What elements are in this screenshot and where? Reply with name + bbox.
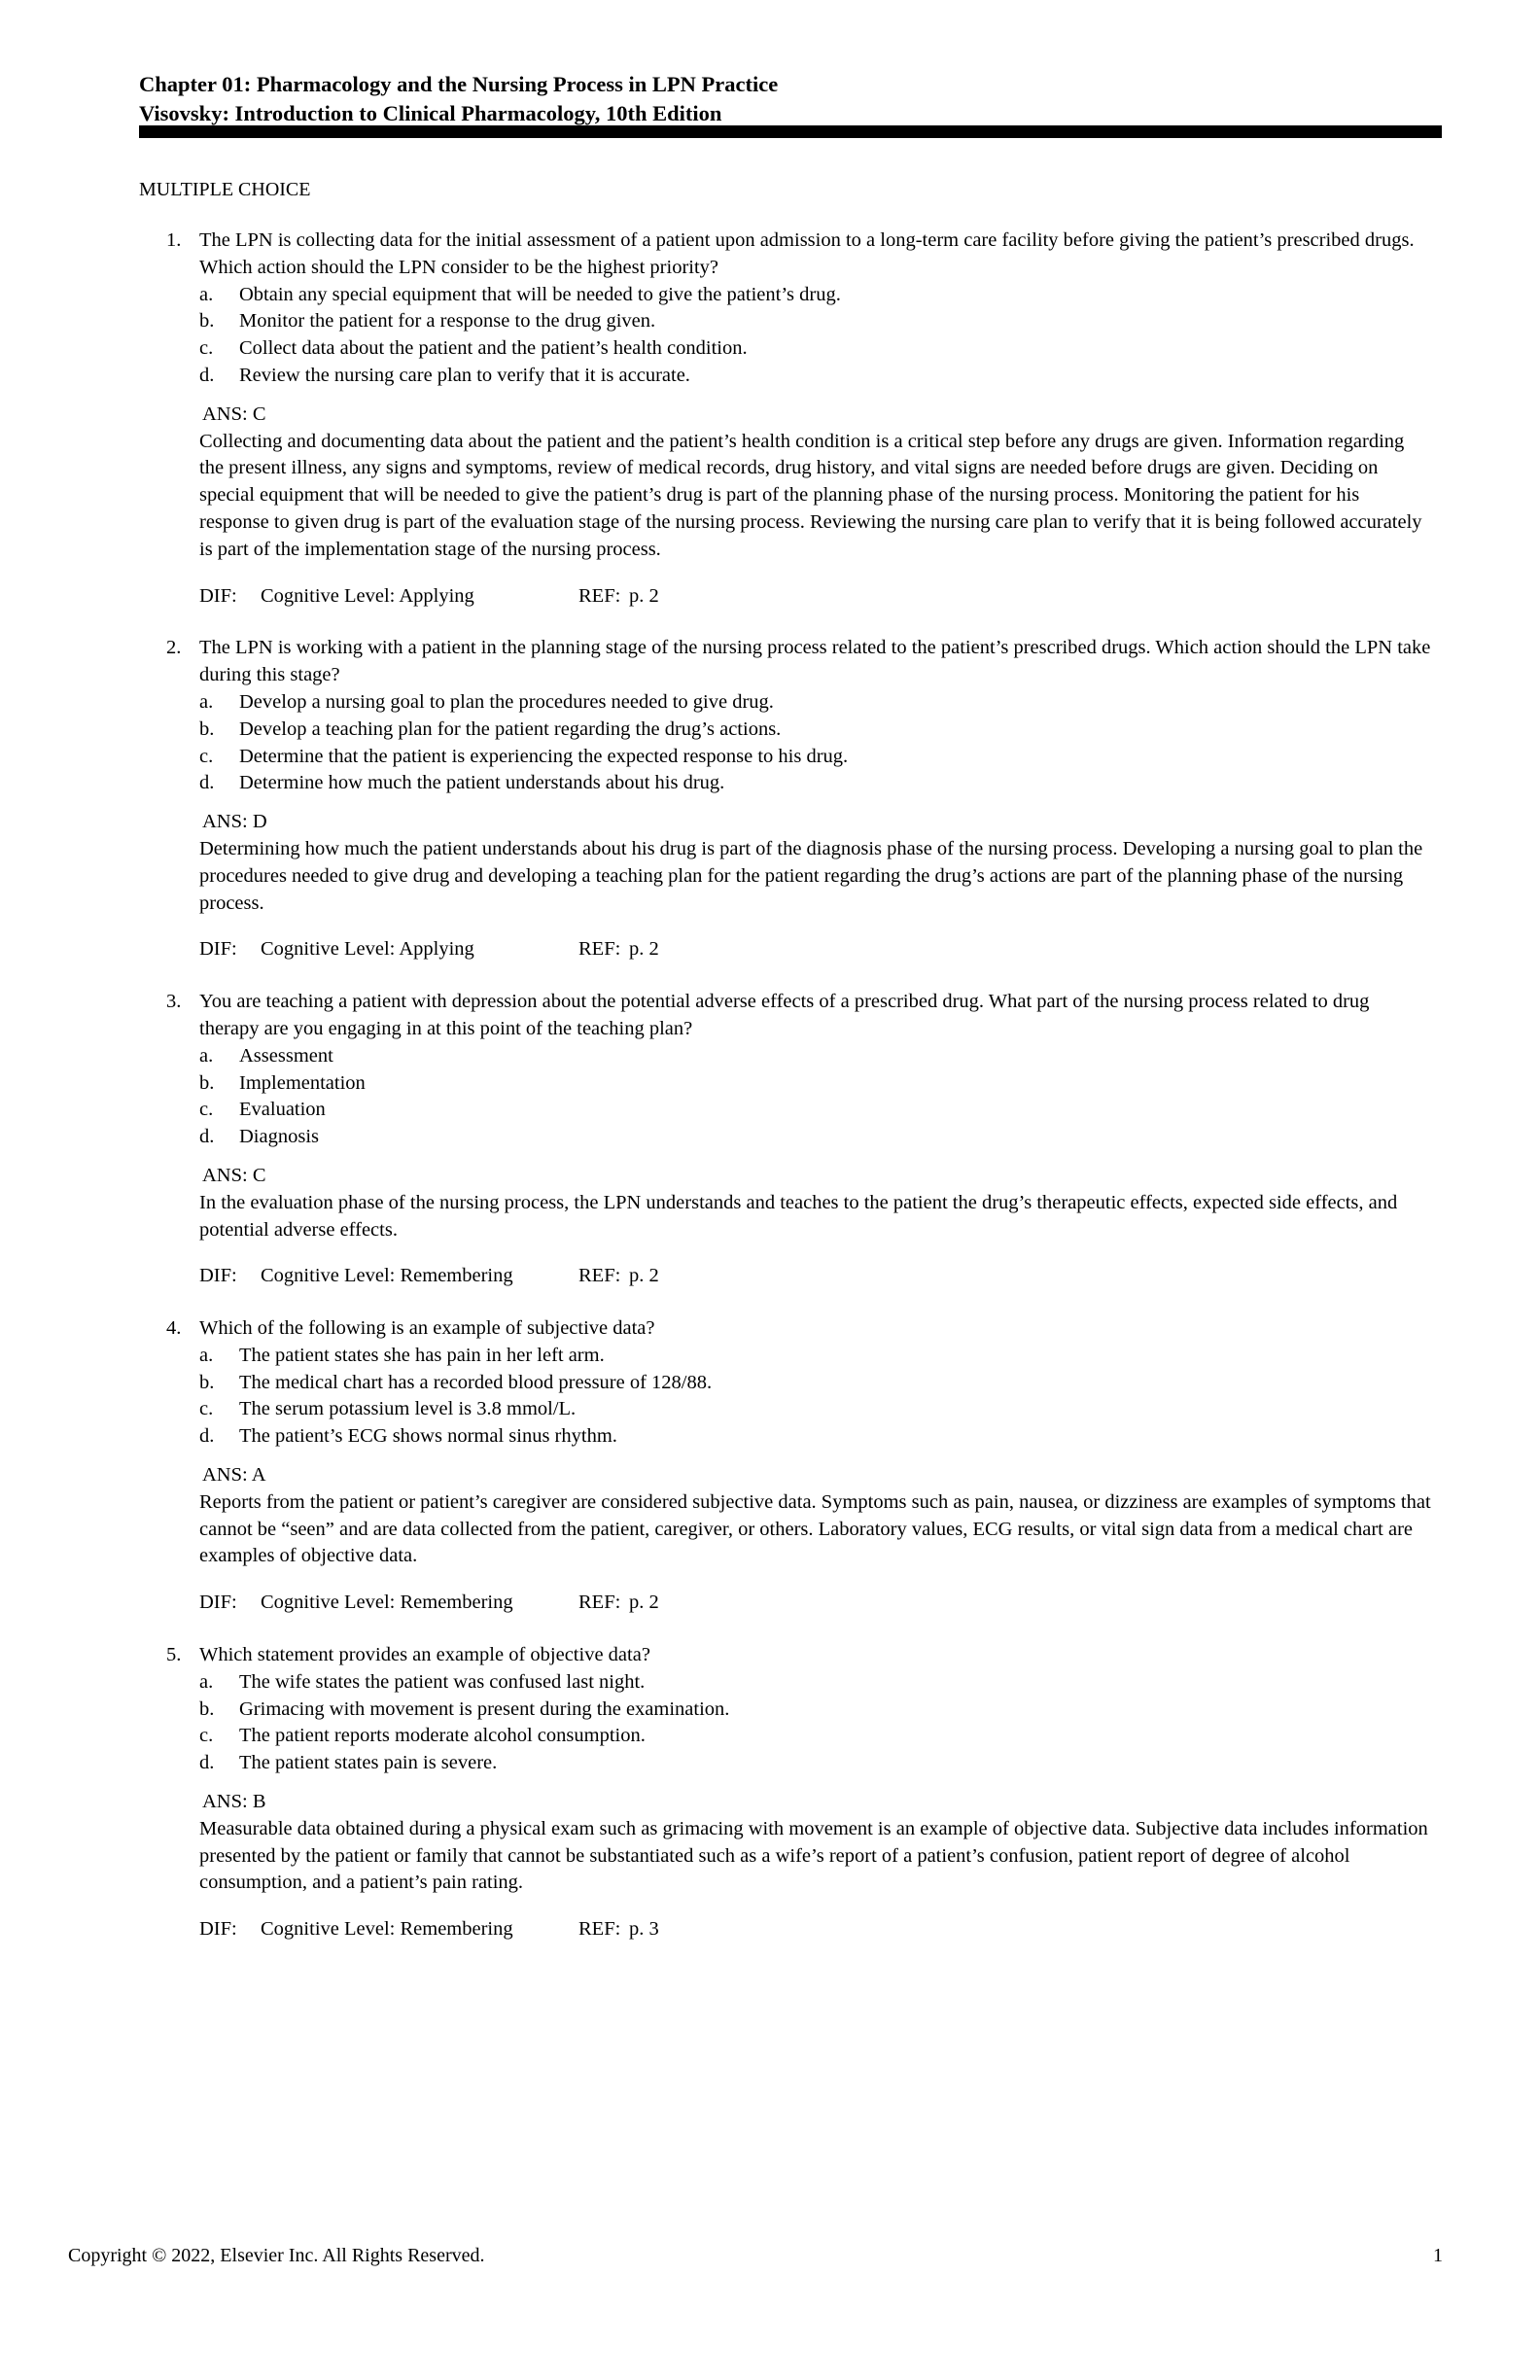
ref-label: REF: — [578, 584, 621, 607]
option-text: The patient’s ECG shows normal sinus rhythm. — [239, 1425, 617, 1448]
option-text: Determine how much the patient understands about his drug. — [239, 772, 725, 794]
answer-option — [199, 1669, 1432, 1697]
option-text: Develop a teaching plan for the patient regarding the drug’s actions. — [239, 718, 782, 740]
rationale: Collecting and documenting data about the patient and the patient’s health condition is a critical step before any drugs are given. Information regarding the present illness, any signs and symptoms, review of medical records, drug history, and vital signs are needed before drugs are given. Deciding on special equipment that will be needed to give the patient’s drug is part of the planning phase of the nursing process. Monitoring the patient for his response to given drug is part of the evaluation stage of the nursing process. Reviewing the nursing care plan to verify that it is being followed accurately is part of the implementation stage of the nursing process. — [199, 430, 1422, 560]
option-label: b. — [199, 1071, 215, 1094]
answer-option — [199, 308, 1432, 335]
option-label: b. — [199, 718, 215, 740]
header-rule — [139, 125, 1442, 138]
difficulty-level: Cognitive Level: Applying — [261, 938, 474, 961]
question-stem: You are teaching a patient with depression about the potential adverse effects of a prescribed drug. What part of the nursing process related to drug therapy are you engaging in at this point of the teaching plan? — [199, 991, 1370, 1039]
option-text: The patient states pain is severe. — [239, 1752, 498, 1774]
difficulty-level: Cognitive Level: Remembering — [261, 1918, 513, 1941]
question-4 — [139, 1315, 1432, 1617]
option-text: Implementation — [239, 1071, 366, 1094]
option-label: c. — [199, 1725, 214, 1747]
answer-option — [199, 1343, 1432, 1370]
answer-option — [199, 335, 1432, 363]
question-meta — [199, 1590, 1432, 1617]
answer-option — [199, 1396, 1432, 1423]
answer-key: ANS: C — [202, 1164, 266, 1186]
answer-option — [199, 1423, 1432, 1451]
question-meta — [199, 1263, 1432, 1290]
page-reference: p. 2 — [629, 1265, 659, 1287]
option-label: d. — [199, 1126, 215, 1148]
answer-option — [199, 1043, 1432, 1070]
answer-option — [199, 689, 1432, 717]
answer-option — [199, 1697, 1432, 1724]
page-reference: p. 3 — [629, 1918, 659, 1941]
question-meta — [199, 1916, 1432, 1943]
answer-option — [199, 282, 1432, 309]
option-label: c. — [199, 1099, 214, 1121]
question-stem: The LPN is collecting data for the initial assessment of a patient upon admission to a long-term care facility before giving the patient’s prescribed drugs. Which action should the LPN consider to be the highest priority? — [199, 229, 1415, 278]
page-number: 1 — [1433, 2245, 1443, 2266]
option-text: Monitor the patient for a response to the drug given. — [239, 310, 656, 332]
question-3 — [139, 989, 1432, 1290]
answer-option — [199, 1370, 1432, 1397]
option-text: Evaluation — [239, 1099, 326, 1121]
section-title: MULTIPLE CHOICE — [139, 179, 311, 200]
question-number: 2. — [166, 637, 182, 659]
page-reference: p. 2 — [629, 938, 659, 961]
option-text: The medical chart has a recorded blood pressure of 128/88. — [239, 1371, 713, 1393]
dif-label: DIF: — [199, 584, 237, 607]
answer-key: ANS: A — [202, 1464, 266, 1487]
option-text: Collect data about the patient and the patient’s health condition. — [239, 337, 748, 360]
option-label: b. — [199, 1698, 215, 1720]
answer-option — [199, 363, 1432, 390]
question-meta — [199, 583, 1432, 611]
dif-label: DIF: — [199, 938, 237, 961]
option-label: d. — [199, 364, 215, 386]
option-label: d. — [199, 772, 215, 794]
chapter-title: Chapter 01: Pharmacology and the Nursing Process in LPN Practice — [139, 72, 779, 96]
rationale: In the evaluation phase of the nursing process, the LPN understands and teaches to the patient the drug’s therapeutic effects, expected side effects, and potential adverse effects. — [199, 1191, 1398, 1241]
document-header — [139, 70, 1442, 128]
rationale: Measurable data obtained during a physical exam such as grimacing with movement is an example of objective data. Subjective data includes information presented by the patient or family that cannot be substantiated such as a wife’s report of a patient’s confusion, patient report of degree of alcohol consumption, and a patient’s pain rating. — [199, 1817, 1428, 1894]
answer-option — [199, 717, 1432, 744]
ref-label: REF: — [578, 1265, 621, 1287]
option-text: Determine that the patient is experiencing the expected response to his drug. — [239, 745, 849, 767]
question-stem: Which statement provides an example of objective data? — [199, 1644, 650, 1666]
page-reference: p. 2 — [629, 1592, 659, 1614]
option-label: b. — [199, 310, 215, 332]
option-label: b. — [199, 1371, 215, 1393]
question-1 — [139, 228, 1432, 610]
book-title: Visovsky: Introduction to Clinical Pharmacology, 10th Edition — [139, 101, 722, 125]
option-text: Develop a nursing goal to plan the procedures needed to give drug. — [239, 690, 774, 713]
answer-option — [199, 744, 1432, 771]
answer-option — [199, 1070, 1432, 1098]
answer-key: ANS: C — [202, 402, 266, 425]
rationale: Reports from the patient or patient’s caregiver are considered subjective data. Symptoms such as pain, nausea, or dizziness are examples of symptoms that cannot be “seen” and are data collected from the patient, caregiver, or others. Laboratory values, ECG results, or vital sign data from a medical chart are examples of objective data. — [199, 1490, 1431, 1567]
answer-key: ANS: B — [202, 1791, 266, 1813]
question-list — [139, 228, 1432, 1943]
dif-label: DIF: — [199, 1918, 237, 1941]
option-text: Assessment — [239, 1044, 333, 1067]
question-stem: The LPN is working with a patient in the planning stage of the nursing process related to the patient’s prescribed drugs. Which action should the LPN take during this stage? — [199, 637, 1431, 686]
question-stem: Which of the following is an example of subjective data? — [199, 1317, 655, 1340]
dif-label: DIF: — [199, 1592, 237, 1614]
dif-label: DIF: — [199, 1265, 237, 1287]
option-label: c. — [199, 337, 214, 360]
page-reference: p. 2 — [629, 584, 659, 607]
option-text: Obtain any special equipment that will be needed to give the patient’s drug. — [239, 283, 841, 305]
question-5 — [139, 1642, 1432, 1943]
option-label: c. — [199, 1398, 214, 1420]
option-label: a. — [199, 283, 214, 305]
ref-label: REF: — [578, 938, 621, 961]
ref-label: REF: — [578, 1592, 621, 1614]
question-meta — [199, 936, 1432, 963]
option-label: a. — [199, 1344, 214, 1366]
copyright-text: Copyright © 2022, Elsevier Inc. All Rights Reserved. — [68, 2245, 485, 2266]
option-text: The serum potassium level is 3.8 mmol/L. — [239, 1398, 577, 1420]
option-text: Grimacing with movement is present during the examination. — [239, 1698, 730, 1720]
option-label: d. — [199, 1425, 215, 1448]
option-text: The patient reports moderate alcohol consumption. — [239, 1725, 646, 1747]
difficulty-level: Cognitive Level: Applying — [261, 584, 474, 607]
answer-option — [199, 770, 1432, 797]
question-number: 3. — [166, 991, 182, 1013]
answer-option — [199, 1097, 1432, 1124]
answer-option — [199, 1750, 1432, 1777]
ref-label: REF: — [578, 1918, 621, 1941]
answer-key: ANS: D — [202, 811, 267, 833]
difficulty-level: Cognitive Level: Remembering — [261, 1592, 513, 1614]
question-number: 4. — [166, 1317, 182, 1340]
question-number: 1. — [166, 229, 182, 251]
option-label: a. — [199, 690, 214, 713]
answer-option — [199, 1723, 1432, 1750]
option-text: The patient states she has pain in her left arm. — [239, 1344, 605, 1366]
option-text: Diagnosis — [239, 1126, 319, 1148]
option-text: Review the nursing care plan to verify that it is accurate. — [239, 364, 690, 386]
option-label: a. — [199, 1044, 214, 1067]
difficulty-level: Cognitive Level: Remembering — [261, 1265, 513, 1287]
question-number: 5. — [166, 1644, 182, 1666]
option-label: d. — [199, 1752, 215, 1774]
question-2 — [139, 635, 1432, 963]
option-label: a. — [199, 1670, 214, 1693]
option-label: c. — [199, 745, 214, 767]
answer-option — [199, 1124, 1432, 1151]
rationale: Determining how much the patient understands about his drug is part of the diagnosis phase of the nursing process. Developing a nursing goal to plan the procedures needed to give drug and developing a teaching plan for the patient regarding the drug’s actions are part of the planning phase of the nursing process. — [199, 837, 1423, 914]
page-footer — [68, 2245, 1443, 2267]
option-text: The wife states the patient was confused last night. — [239, 1670, 646, 1693]
